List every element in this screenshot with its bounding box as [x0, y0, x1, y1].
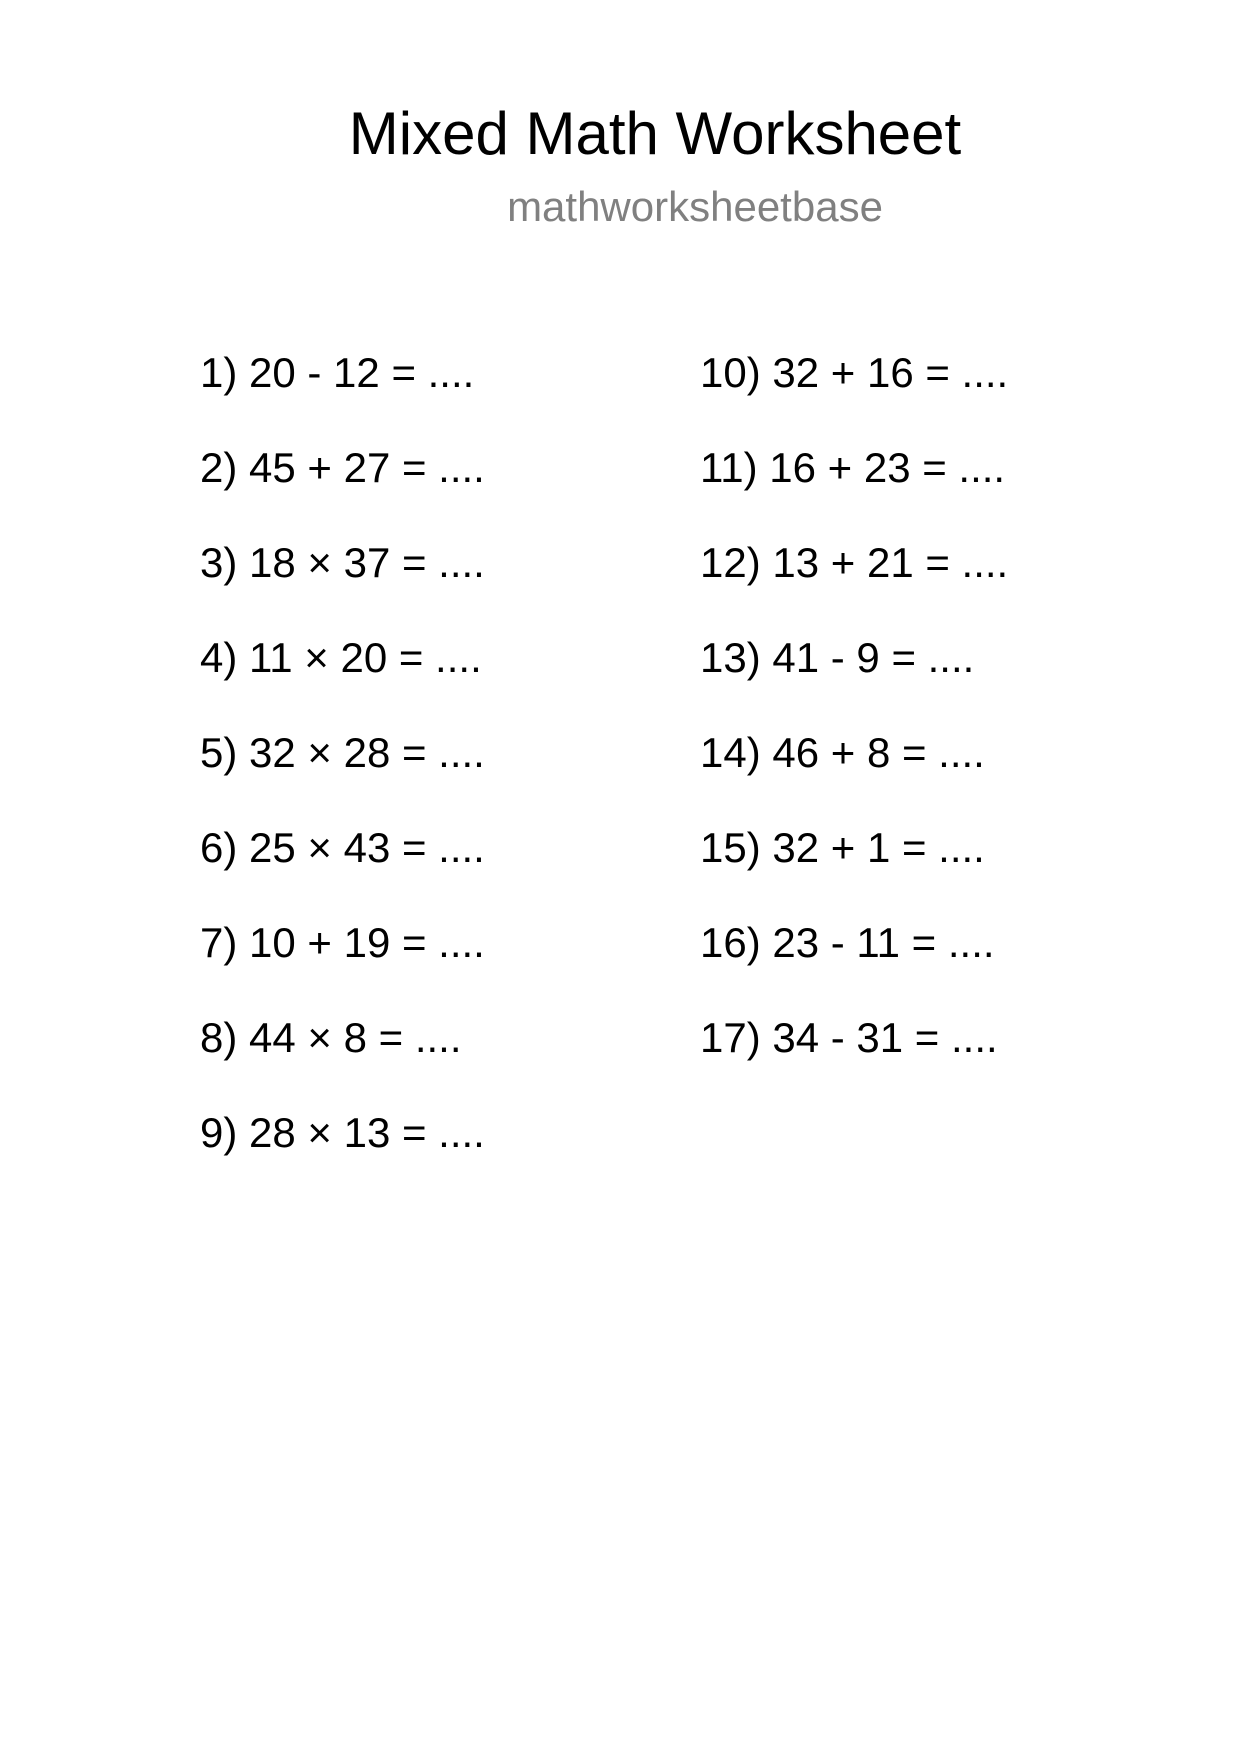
problem-column-left	[200, 348, 485, 1203]
problem-8: 8) 44 × 8 = ....	[200, 1014, 462, 1061]
problem-2: 2) 45 + 27 = ....	[200, 444, 485, 491]
problem-10: 10) 32 + 16 = ....	[700, 349, 1009, 396]
problem-9: 9) 28 × 13 = ....	[200, 1109, 485, 1156]
problem-16: 16) 23 - 11 = ....	[700, 919, 995, 966]
problem-4: 4) 11 × 20 = ....	[200, 634, 482, 681]
problem-17: 17) 34 - 31 = ....	[700, 1014, 998, 1061]
problem-12: 12) 13 + 21 = ....	[700, 539, 1009, 586]
problem-7: 7) 10 + 19 = ....	[200, 919, 485, 966]
problem-13: 13) 41 - 9 = ....	[700, 634, 975, 681]
problem-11: 11) 16 + 23 = ....	[700, 444, 1006, 491]
problem-15: 15) 32 + 1 = ....	[700, 824, 985, 871]
problem-14: 14) 46 + 8 = ....	[700, 729, 985, 776]
problem-column-right	[700, 348, 1008, 1108]
problem-6: 6) 25 × 43 = ....	[200, 824, 485, 871]
problem-1: 1) 20 - 12 = ....	[200, 349, 475, 396]
worksheet-source: mathworksheetbase	[507, 183, 883, 230]
problem-3: 3) 18 × 37 = ....	[200, 539, 485, 586]
problem-5: 5) 32 × 28 = ....	[200, 729, 485, 776]
worksheet-title: Mixed Math Worksheet	[348, 100, 962, 167]
